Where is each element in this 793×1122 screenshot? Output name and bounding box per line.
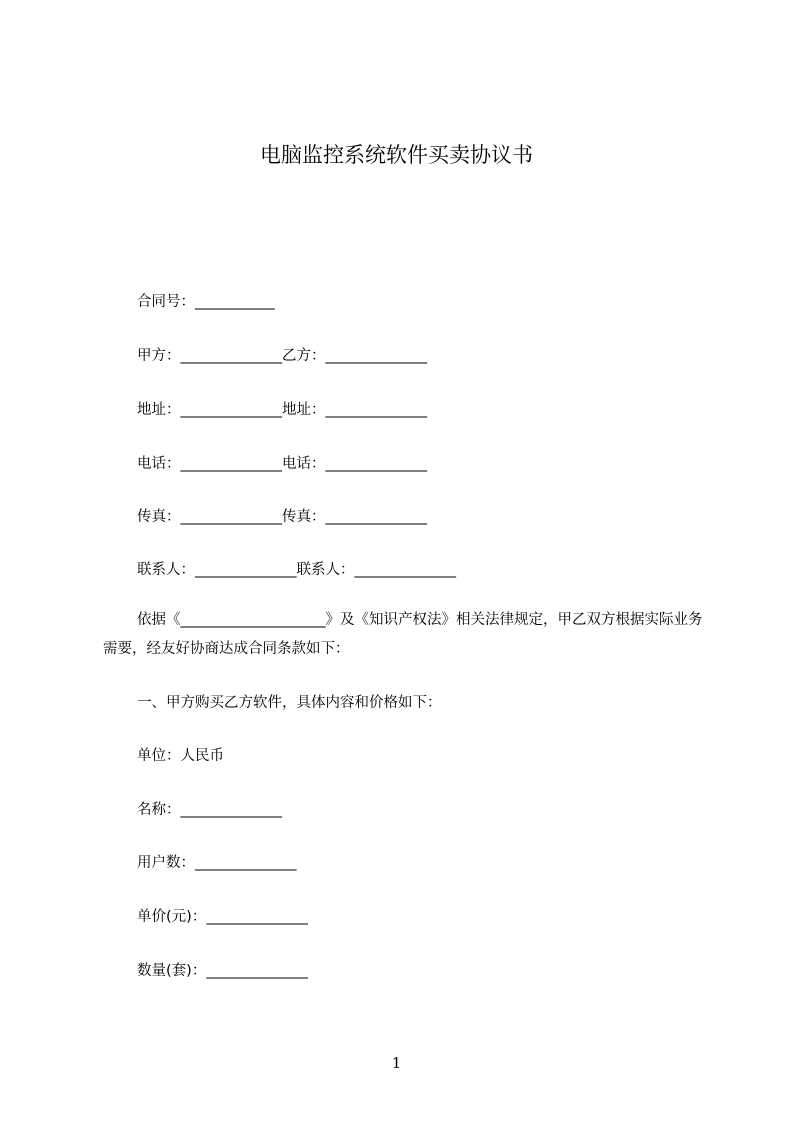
phone-line: 电话：______________电话：______________ [137, 456, 427, 472]
clause-1-heading: 一、甲方购买乙方软件，具体内容和价格如下： [137, 695, 442, 711]
contact-line: 联系人：______________联系人：______________ [137, 562, 456, 578]
quantity-line: 数量(套)：______________ [137, 963, 308, 979]
contract-number-line: 合同号：___________ [137, 294, 275, 310]
party-line: 甲方：______________乙方：______________ [137, 348, 427, 364]
document-title: 电脑监控系统软件买卖协议书 [260, 143, 533, 167]
unit-line: 单位：人民币 [137, 748, 224, 764]
user-count-line: 用户数：______________ [137, 855, 297, 871]
intro-paragraph-text: 依据《____________________》及《知识产权法》相关法律规定，甲乙双方根据实际业务需要，经友好协商达成合同条款如下： [103, 612, 703, 657]
page-number: 1 [391, 1054, 402, 1072]
product-name-line: 名称：______________ [137, 802, 282, 818]
address-line: 地址：______________地址：______________ [137, 402, 427, 418]
intro-paragraph [103, 606, 713, 664]
fax-line: 传真：______________传真：______________ [137, 509, 427, 525]
unit-price-line: 单价(元)：______________ [137, 909, 308, 925]
